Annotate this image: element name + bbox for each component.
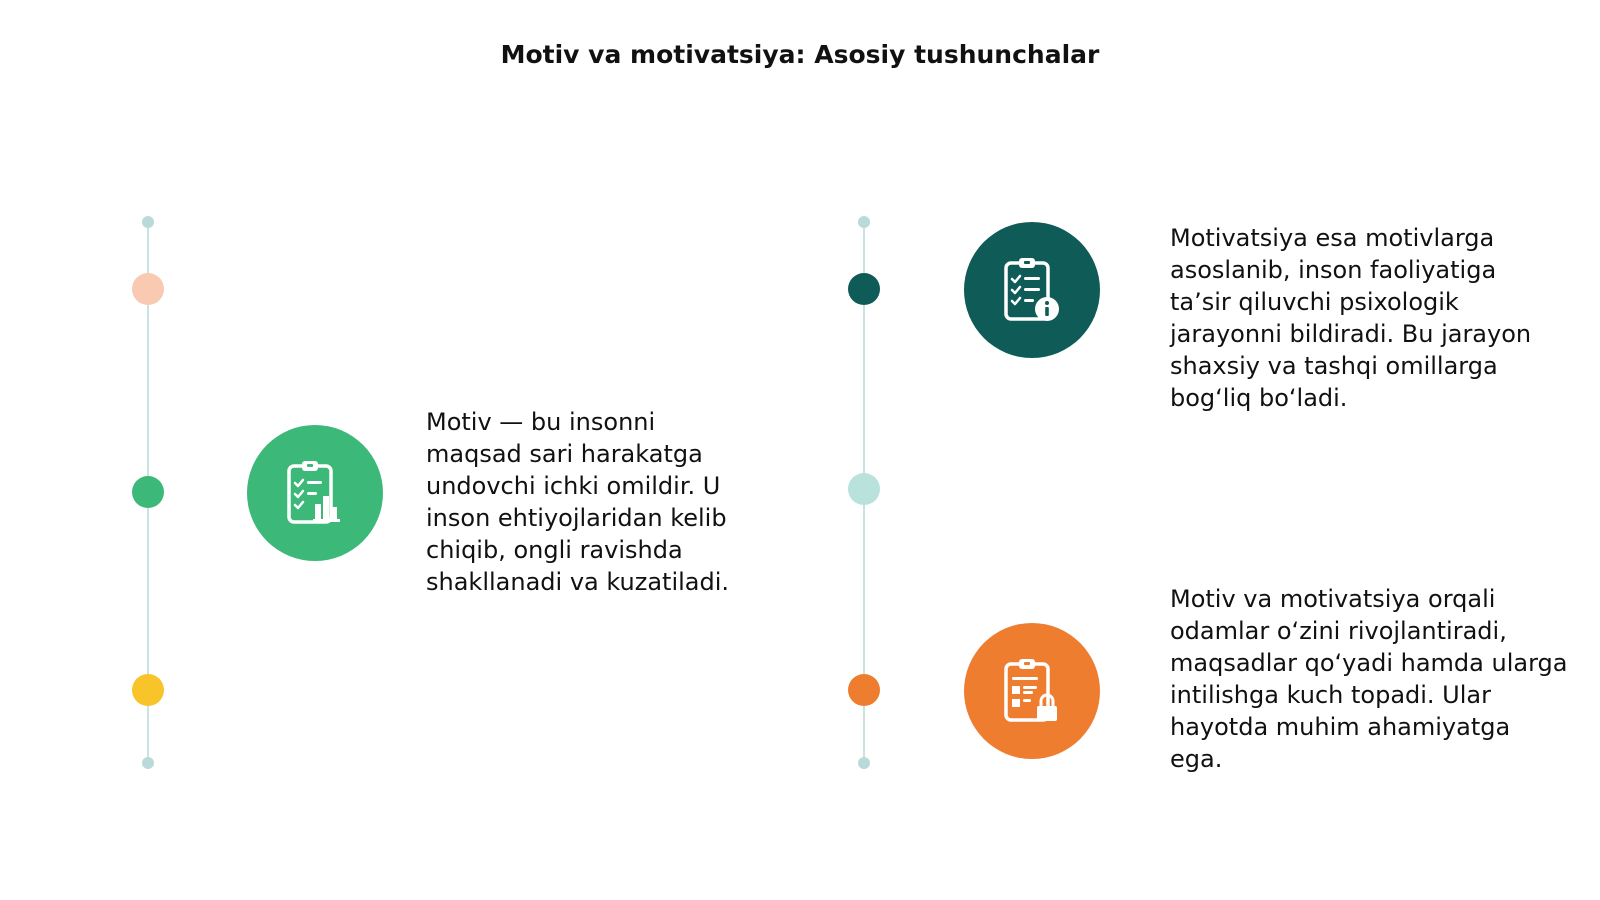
- item-3-text: Motiv va motivatsiya orqali odamlar o‘zini rivojlantiradi, maqsadlar qo‘yadi hamda ularga intilishga kuch topadi. Ular hayotda muhim ahamiyatga ega.: [1170, 585, 1568, 773]
- item-1-text: Motiv — bu insonni maqsad sari harakatga undovchi ichki omildir. U inson ehtiyojlaridan kelib chiqib, ongli ravishda shakllanadi va kuzatiladi.: [426, 408, 730, 596]
- right-timeline-start-dot: [858, 216, 870, 228]
- left-timeline-node-green: [132, 476, 164, 508]
- item-3-icon-circle: [964, 623, 1100, 759]
- clipboard-chart-icon: [278, 456, 352, 530]
- item-2-icon-circle: [964, 222, 1100, 358]
- item-1-icon-circle: [247, 425, 383, 561]
- right-timeline-end-dot: [858, 757, 870, 769]
- clipboard-info-icon: [995, 253, 1069, 327]
- left-timeline-node-peach: [132, 273, 164, 305]
- right-timeline-node-orange: [848, 674, 880, 706]
- left-timeline-end-dot: [142, 757, 154, 769]
- clipboard-lock-icon: [995, 654, 1069, 728]
- slide-title: Motiv va motivatsiya: Asosiy tushunchalar: [500, 40, 1100, 69]
- left-timeline-start-dot: [142, 216, 154, 228]
- right-timeline-node-mint: [848, 473, 880, 505]
- item-2-text: Motivatsiya esa motivlarga asoslanib, inson faoliyatiga ta’sir qiluvchi psixologik jarayonni bildiradi. Bu jarayon shaxsiy va tashqi omillarga bog‘liq bo‘ladi.: [1170, 224, 1532, 412]
- left-timeline-node-yellow: [132, 674, 164, 706]
- right-timeline-node-dark-teal: [848, 273, 880, 305]
